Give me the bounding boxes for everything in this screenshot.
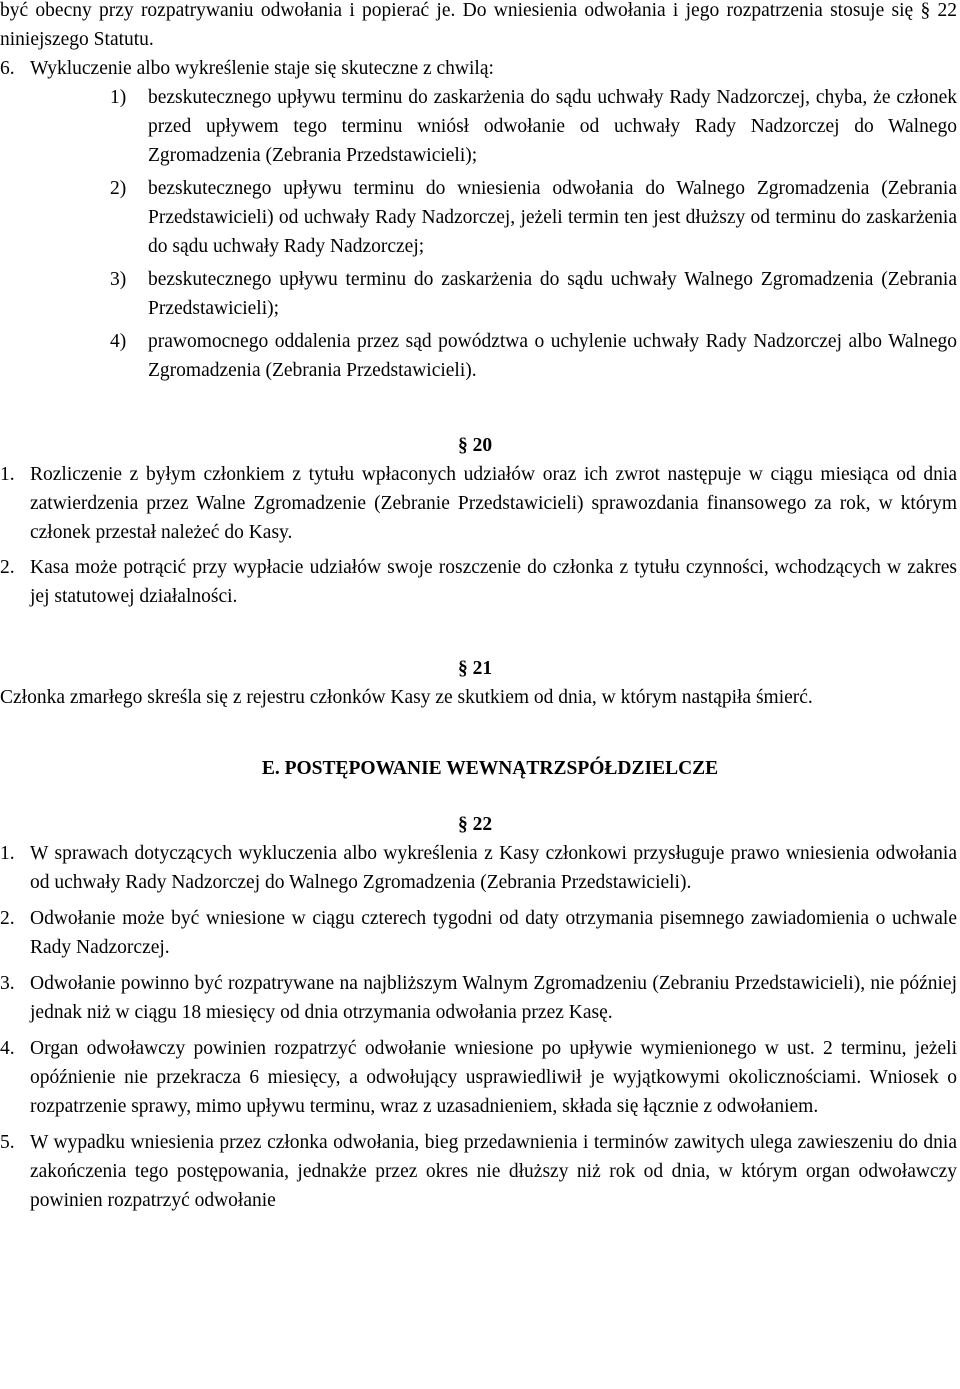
section-21-title: § 21 xyxy=(458,658,493,679)
s20-item-2 xyxy=(0,553,960,611)
section-21-text: Członka zmarłego skreśla się z rejestru członków Kasy ze skutkiem od dnia, w którym nastąpiła śmierć. xyxy=(0,687,813,708)
subitem-2 xyxy=(110,174,957,261)
item-text: W wypadku wniesienia przez członka odwołania, bieg przedawnienia i terminów zawitych ulega zawieszeniu do dnia zakończenia tego postępowania, jednakże przez okres nie dłuższy niż rok od dnia, w którym organ odwoławczy powinien rozpatrzyć odwołanie xyxy=(30,1132,957,1211)
item-text: Odwołanie może być wniesione w ciągu czterech tygodni od daty otrzymania pisemnego zawiadomienia o uchwale Rady Nadzorczej. xyxy=(30,908,957,958)
chapter-heading: E. POSTĘPOWANIE WEWNĄTRZSPÓŁDZIELCZE xyxy=(261,758,719,779)
subitem-text: bezskutecznego upływu terminu do zaskarżenia do sądu uchwały Walnego Zgromadzenia (Zebrania Przedstawicieli); xyxy=(148,269,957,319)
s22-item-4 xyxy=(0,1034,960,1121)
section-22-title: § 22 xyxy=(458,814,493,835)
item-number: 3. xyxy=(0,973,15,994)
subitem-number: 4) xyxy=(110,331,127,352)
item-text: W sprawach dotyczących wykluczenia albo wykreślenia z Kasy członkowi przysługuje prawo wniesienia odwołania od uchwały Rady Nadzorczej do Walnego Zgromadzenia (Zebrania Przedstawicieli). xyxy=(30,843,957,893)
item-number: 5. xyxy=(0,1132,15,1153)
item-number: 2. xyxy=(0,908,15,929)
subitem-number: 1) xyxy=(110,87,127,108)
item-text: Kasa może potrącić przy wypłacie udziałów swoje roszczenie do członka z tytułu czynności, wchodzących w zakres jej statutowej działalności. xyxy=(30,557,957,607)
subitem-3 xyxy=(110,265,957,323)
subitem-text: bezskutecznego upływu terminu do zaskarżenia do sądu uchwały Rady Nadzorczej, chyba, że członek przed upływem tego terminu wniósł odwołanie od uchwały Rady Nadzorczej do Walnego Zgromadzenia (Zebrania Przedstawicieli); xyxy=(148,87,957,166)
item-6 xyxy=(0,54,960,83)
item-text: Organ odwoławczy powinien rozpatrzyć odwołanie wniesione po upływie wymienionego w ust. 2 terminu, jeżeli opóźnienie nie przekracza 6 miesięcy, a odwołujący usprawiedliwił je wyjątkowymi okolicznościami. Wniosek o rozpatrzenie sprawy, mimo upływu terminu, wraz z uzasadnieniem, składa się łącznie z odwołaniem. xyxy=(30,1038,957,1117)
item-number: 2. xyxy=(0,557,15,578)
subitem-number: 3) xyxy=(110,269,127,290)
subitem-1 xyxy=(110,83,957,170)
item-number: 1. xyxy=(0,843,15,864)
s22-item-3 xyxy=(0,969,960,1027)
item-text: Rozliczenie z byłym członkiem z tytułu wpłaconych udziałów oraz ich zwrot następuje w ciągu miesiąca od dnia zatwierdzenia przez Walne Zgromadzenie (Zebranie Przedstawicieli) sprawozdania finansowego za rok, w którym członek przestał należeć do Kasy. xyxy=(30,464,957,543)
item-6-text: Wykluczenie albo wykreślenie staje się skuteczne z chwilą: xyxy=(30,58,494,79)
section-20-title: § 20 xyxy=(458,435,493,456)
item-number: 1. xyxy=(0,464,15,485)
s22-item-2 xyxy=(0,904,960,962)
subitem-text: prawomocnego oddalenia przez sąd powództwa o uchylenie uchwały Rady Nadzorczej albo Walnego Zgromadzenia (Zebrania Przedstawicieli). xyxy=(148,331,957,381)
subitem-number: 2) xyxy=(110,178,127,199)
intro-continuation: być obecny przy rozpatrywaniu odwołania i popierać je. Do wniesienia odwołania i jego rozpatrzenia stosuje się § 22 niniejszego Statutu. xyxy=(0,0,957,50)
item-number: 4. xyxy=(0,1038,15,1059)
subitem-text: bezskutecznego upływu terminu do wniesienia odwołania do Walnego Zgromadzenia (Zebrania Przedstawicieli) od uchwały Rady Nadzorczej, jeżeli termin ten jest dłuższy od terminu do zaskarżenia do sądu uchwały Rady Nadzorczej; xyxy=(148,178,957,257)
subitem-4 xyxy=(110,327,957,385)
item-6-number: 6. xyxy=(0,58,15,79)
s22-item-1 xyxy=(0,839,960,897)
s20-item-1 xyxy=(0,460,960,547)
s22-item-5 xyxy=(0,1128,960,1215)
item-text: Odwołanie powinno być rozpatrywane na najbliższym Walnym Zgromadzeniu (Zebraniu Przedstawicieli), nie później jednak niż w ciągu 18 miesięcy od dnia otrzymania odwołania przez Kasę. xyxy=(30,973,957,1023)
